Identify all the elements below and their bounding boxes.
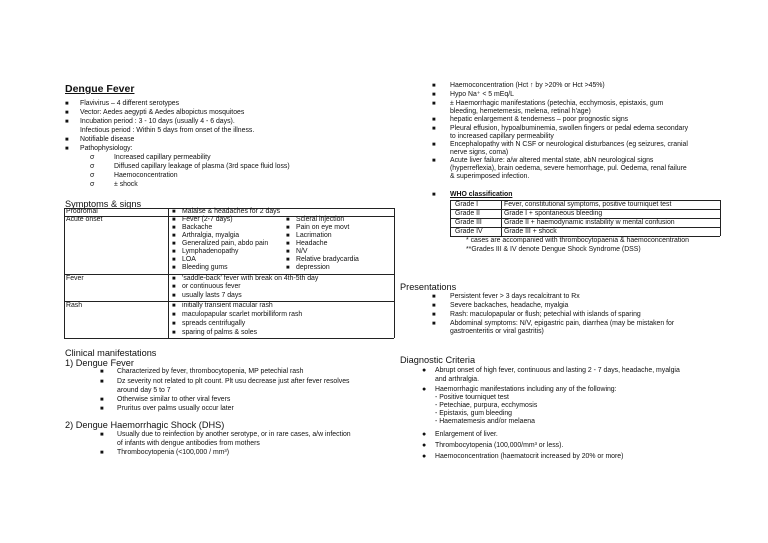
table-cell: maculopapular scarlet morbilliform rash (182, 311, 303, 318)
list-item: Hypo Na⁺ < 5 mEq/L (450, 91, 514, 98)
dhs-heading: 2) Dengue Haemorrhagic Shock (DHS) (65, 420, 225, 430)
bullet-icon: ■ (100, 379, 104, 385)
list-item: ± shock (114, 181, 138, 188)
bullet-icon: ■ (172, 284, 176, 290)
table-cell: Grade I + spontaneous bleeding (504, 210, 603, 217)
bullet-icon: ■ (286, 233, 290, 239)
list-item: (hyperreflexia), brain oedema, severe hemorrhage, pul. Oedema, renal failure (450, 165, 687, 172)
table-cell: Headache (296, 240, 328, 247)
dot-bullet-icon: ● (422, 386, 427, 393)
bullet-icon: ■ (65, 119, 69, 125)
table-cell: Grade II (455, 210, 480, 217)
list-item: Abdominal symptoms: N/V, epigastric pain, diarrhea (may be mistaken for (450, 320, 675, 327)
table-cell: Grade III (455, 219, 482, 226)
bullet-icon: ■ (432, 92, 436, 98)
circle-bullet-icon: σ (90, 172, 95, 179)
list-item: and arthralgia. (435, 376, 480, 383)
table-cell: Grade IV (455, 228, 483, 235)
table-cell: usually lasts 7 days (182, 292, 242, 299)
table-cell: Backache (182, 224, 213, 231)
bullet-icon: ■ (172, 241, 176, 247)
table-rule (394, 208, 395, 338)
symptoms-heading: Symptoms & signs (65, 199, 142, 209)
list-item: Dz severity not related to plt count. Plt usu decrease just after fever resolves (117, 378, 350, 385)
bullet-icon: ■ (432, 303, 436, 309)
list-item: around day 5 to 7 (117, 387, 171, 394)
bullet-icon: ■ (286, 225, 290, 231)
bullet-icon: ■ (172, 330, 176, 336)
bullet-icon: ■ (65, 101, 69, 107)
list-item: Increased capillary permeability (114, 154, 211, 161)
bullet-icon: ■ (432, 117, 436, 123)
bullet-icon: ■ (100, 397, 104, 403)
table-cell: Rash (66, 302, 83, 309)
list-item: - Epistaxis, gum bleeding (435, 410, 512, 417)
bullet-icon: ■ (432, 126, 436, 132)
bullet-icon: ■ (100, 369, 104, 375)
list-item: Haemoconcentration (114, 172, 178, 179)
bullet-icon: ■ (172, 265, 176, 271)
list-item: Enlargement of liver. (435, 431, 498, 438)
list-item: Vector: Aedes aegypti & Aedes albopictus mosquitoes (80, 109, 245, 116)
bullet-icon: ■ (172, 276, 176, 282)
list-item: Haemorrhagic manifestations including any of the following: (435, 386, 617, 393)
list-item: Severe backaches, headache, myalgia (450, 302, 569, 309)
bullet-icon: ■ (100, 450, 104, 456)
dengue-fever-heading: 1) Dengue Fever (65, 358, 134, 368)
circle-bullet-icon: σ (90, 163, 95, 170)
bullet-icon: ■ (286, 257, 290, 263)
list-item: Abrupt onset of high fever, continuous and lasting 2 - 7 days, headache, myalgia (435, 367, 680, 374)
list-item: hepatic enlargement & tenderness – poor prognostic signs (450, 116, 629, 123)
table-cell: Malaise & headaches for 2 days (182, 208, 281, 215)
list-item: Infectious period : Within 5 days from onset of the illness. (80, 127, 255, 134)
table-cell: or continuous fever (182, 283, 241, 290)
bullet-icon: ■ (100, 432, 104, 438)
list-item: of infants with dengue antibodies from mothers (117, 440, 260, 447)
table-cell: Fever (66, 275, 84, 282)
list-item: Incubation period : 3 - 10 days (usually 4 - 6 days). (80, 118, 235, 125)
bullet-icon: ■ (65, 146, 69, 152)
list-item: Notifiable disease (80, 136, 135, 143)
table-cell: depression (296, 264, 330, 271)
bullet-icon: ■ (172, 312, 176, 318)
list-item: - Positive tourniquet test (435, 394, 509, 401)
list-item: Thrombocytopenia (100,000/mm³ or less). (435, 442, 564, 449)
bullet-icon: ■ (432, 101, 436, 107)
list-item: Flavivirus – 4 different serotypes (80, 100, 180, 107)
bullet-icon: ■ (100, 406, 104, 412)
bullet-icon: ■ (432, 321, 436, 327)
table-rule (450, 200, 451, 236)
list-item: & superimposed infection. (450, 173, 530, 180)
table-cell: Generalized pain, abdo pain (182, 240, 269, 247)
list-item: Otherwise similar to other viral fevers (117, 396, 231, 403)
table-cell: LOA (182, 256, 196, 263)
bullet-icon: ■ (172, 225, 176, 231)
table-cell: Grade II + haemodynamic instability w mental confusion (504, 219, 675, 226)
table-cell: Fever (2-7 days) (182, 216, 233, 223)
circle-bullet-icon: σ (90, 181, 95, 188)
table-cell: Grade I (455, 201, 478, 208)
table-cell: Relative bradycardia (296, 256, 359, 263)
page-title: Dengue Fever (65, 83, 135, 95)
table-cell: Bleeding gums (182, 264, 228, 271)
bullet-icon: ■ (172, 233, 176, 239)
bullet-icon: ■ (172, 303, 176, 309)
list-item: Characterized by fever, thrombocytopenia, MP petechial rash (117, 368, 304, 375)
table-rule (720, 200, 721, 236)
list-item: - Haematemesis and/or melaena (435, 418, 535, 425)
bullet-icon: ■ (286, 265, 290, 271)
bullet-icon: ■ (432, 158, 436, 164)
bullet-icon: ■ (286, 241, 290, 247)
table-cell: Acute onset (66, 216, 103, 223)
bullet-icon: ■ (432, 192, 436, 198)
dot-bullet-icon: ● (422, 431, 427, 438)
list-item: Pruritus over palms usually occur later (117, 405, 234, 412)
table-cell: initially transient macular rash (182, 302, 273, 309)
who-heading: WHO classification (450, 191, 513, 198)
who-note: * cases are accompanied with thrombocytopaenia & haemoconcentration (466, 237, 689, 244)
list-item: Persistent fever > 3 days recalcitrant to Rx (450, 293, 580, 300)
list-item: ± Haemorrhagic manifestations (petechia, ecchymosis, epistaxis, gum (450, 100, 664, 107)
who-note: **Grades III & IV denote Dengue Shock Syndrome (DSS) (466, 246, 641, 253)
dot-bullet-icon: ● (422, 442, 427, 449)
table-cell: Scleral injection (296, 216, 345, 223)
diagnostic-heading: Diagnostic Criteria (400, 355, 476, 365)
bullet-icon: ■ (172, 293, 176, 299)
bullet-icon: ■ (432, 83, 436, 89)
table-cell: 'saddle-back' fever with break on 4th-5th day (182, 275, 319, 282)
table-cell: spreads centrifugally (182, 320, 246, 327)
list-item: Pleural effusion, hypoalbuminemia, swollen fingers or pedal edema secondary (450, 125, 689, 132)
bullet-icon: ■ (172, 257, 176, 263)
bullet-icon: ■ (432, 294, 436, 300)
bullet-icon: ■ (65, 110, 69, 116)
list-item: Acute liver failure: a/w altered mental state, abN neurological signs (450, 157, 654, 164)
dot-bullet-icon: ● (422, 367, 427, 374)
bullet-icon: ■ (432, 312, 436, 318)
table-cell: Grade III + shock (504, 228, 557, 235)
table-cell: N/V (296, 248, 308, 255)
list-item: Pathophysiology: (80, 145, 133, 152)
table-cell: Prodromal (66, 208, 98, 215)
table-rule (64, 338, 394, 339)
bullet-icon: ■ (172, 249, 176, 255)
list-item: Thrombocytopenia (<100,000 / mm³) (117, 449, 230, 456)
dot-bullet-icon: ● (422, 453, 427, 460)
table-cell: sparing of palms & soles (182, 329, 258, 336)
list-item: Haemoconcentration (haematocrit increased by 20% or more) (435, 453, 624, 460)
bullet-icon: ■ (172, 217, 176, 223)
list-item: nerve signs, coma) (450, 149, 509, 156)
bullet-icon: ■ (65, 137, 69, 143)
list-item: Rash: maculopapular or flush; petechial with islands of sparing (450, 311, 641, 318)
table-cell: Fever, constitutional symptoms, positive tourniquet test (504, 201, 672, 208)
circle-bullet-icon: σ (90, 154, 95, 161)
table-cell: Pain on eye movt (296, 224, 350, 231)
table-rule (64, 208, 65, 338)
bullet-icon: ■ (172, 321, 176, 327)
list-item: Encephalopathy with N CSF or neurological disturbances (eg seizures, cranial (450, 141, 688, 148)
bullet-icon: ■ (286, 217, 290, 223)
bullet-icon: ■ (432, 142, 436, 148)
table-cell: Lacrimation (296, 232, 332, 239)
bullet-icon: ■ (286, 249, 290, 255)
list-item: Diffused capillary leakage of plasma (3rd space fluid loss) (114, 163, 290, 170)
presentations-heading: Presentations (400, 282, 457, 292)
list-item: bleeding, hemetemesis, melena, retinal h'age) (450, 108, 591, 115)
bullet-icon: ■ (172, 209, 176, 215)
table-rule (168, 208, 169, 338)
table-rule (501, 200, 502, 236)
list-item: - Petechiae, purpura, ecchymosis (435, 402, 538, 409)
table-cell: Lymphadenopathy (182, 248, 239, 255)
list-item: to increased capillary permeability (450, 133, 554, 140)
list-item: gastroenteritis or viral gastritis) (450, 328, 544, 335)
clinical-heading: Clinical manifestations (65, 348, 157, 358)
list-item: Haemoconcentration (Hct ↑ by >20% or Hct >45%) (450, 82, 605, 89)
list-item: Usually due to reinfection by another serotype, or in rare cases, a/w infection (117, 431, 351, 438)
table-cell: Arthralgia, myalgia (182, 232, 240, 239)
